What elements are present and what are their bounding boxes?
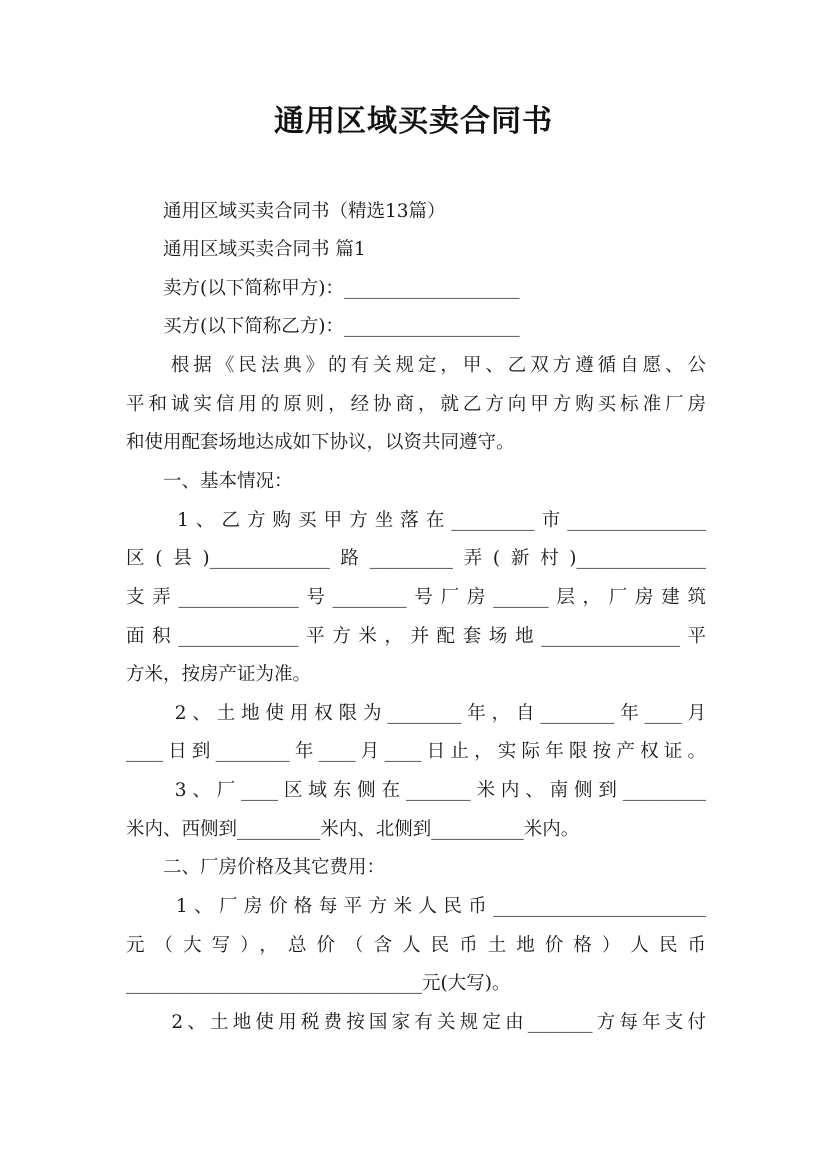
paragraph-line: 2、土地使用税费按国家有关规定由_______方每年支付 — [126, 1012, 706, 1033]
paragraph-line: 平和诚实信用的原则，经协商，就乙方向甲方购买标准厂房 — [126, 394, 706, 415]
section-heading: 二、厂房价格及其它费用： — [126, 857, 386, 878]
buyer-field: 买方(以下简称乙方)：___________________ — [126, 316, 520, 337]
paragraph-line: 方米，按房产证为准。 — [126, 664, 312, 685]
paragraph-line: 支弄_____________号________号厂房______层，厂房建筑 — [126, 587, 706, 608]
paragraph-line: 和使用配套场地达成如下协议，以资共同遵守。 — [126, 432, 515, 453]
intro-line: 通用区域买卖合同书（精选13篇） — [126, 201, 446, 222]
paragraph-line: ____日到________年____月____日止，实际年限按产权证。 — [126, 741, 706, 762]
paragraph-line: 元（大写），总价（含人民币土地价格）人民币 — [126, 935, 706, 956]
document-title: 通用区域买卖合同书 — [274, 104, 553, 139]
paragraph-line: 根据《民法典》的有关规定，甲、乙双方遵循自愿、公 — [126, 355, 706, 376]
paragraph-line: 1、厂房价格每平方米人民币_______________________ — [126, 896, 706, 917]
paragraph-line: 3、厂____区域东侧在_______米内、南侧到_________ — [126, 780, 706, 801]
paragraph-line: 米内、西侧到_________米内、北侧到__________米内。 — [126, 819, 580, 840]
section-heading: 通用区域买卖合同书 篇1 — [126, 239, 366, 260]
paragraph-line: 区(县)_____________路_________弄(新村)______________ — [126, 548, 706, 569]
paragraph-line: ________________________________元(大写)。 — [126, 973, 511, 994]
paragraph-line: 1、乙方购买甲方坐落在_________市_______________ — [126, 510, 706, 531]
paragraph-line: 面积_____________平方米，并配套场地_______________平 — [126, 626, 706, 647]
section-heading: 一、基本情况： — [126, 471, 293, 492]
seller-field: 卖方(以下简称甲方)：___________________ — [126, 278, 520, 299]
paragraph-line: 2、土地使用权限为________年，自________年____月 — [126, 703, 706, 724]
